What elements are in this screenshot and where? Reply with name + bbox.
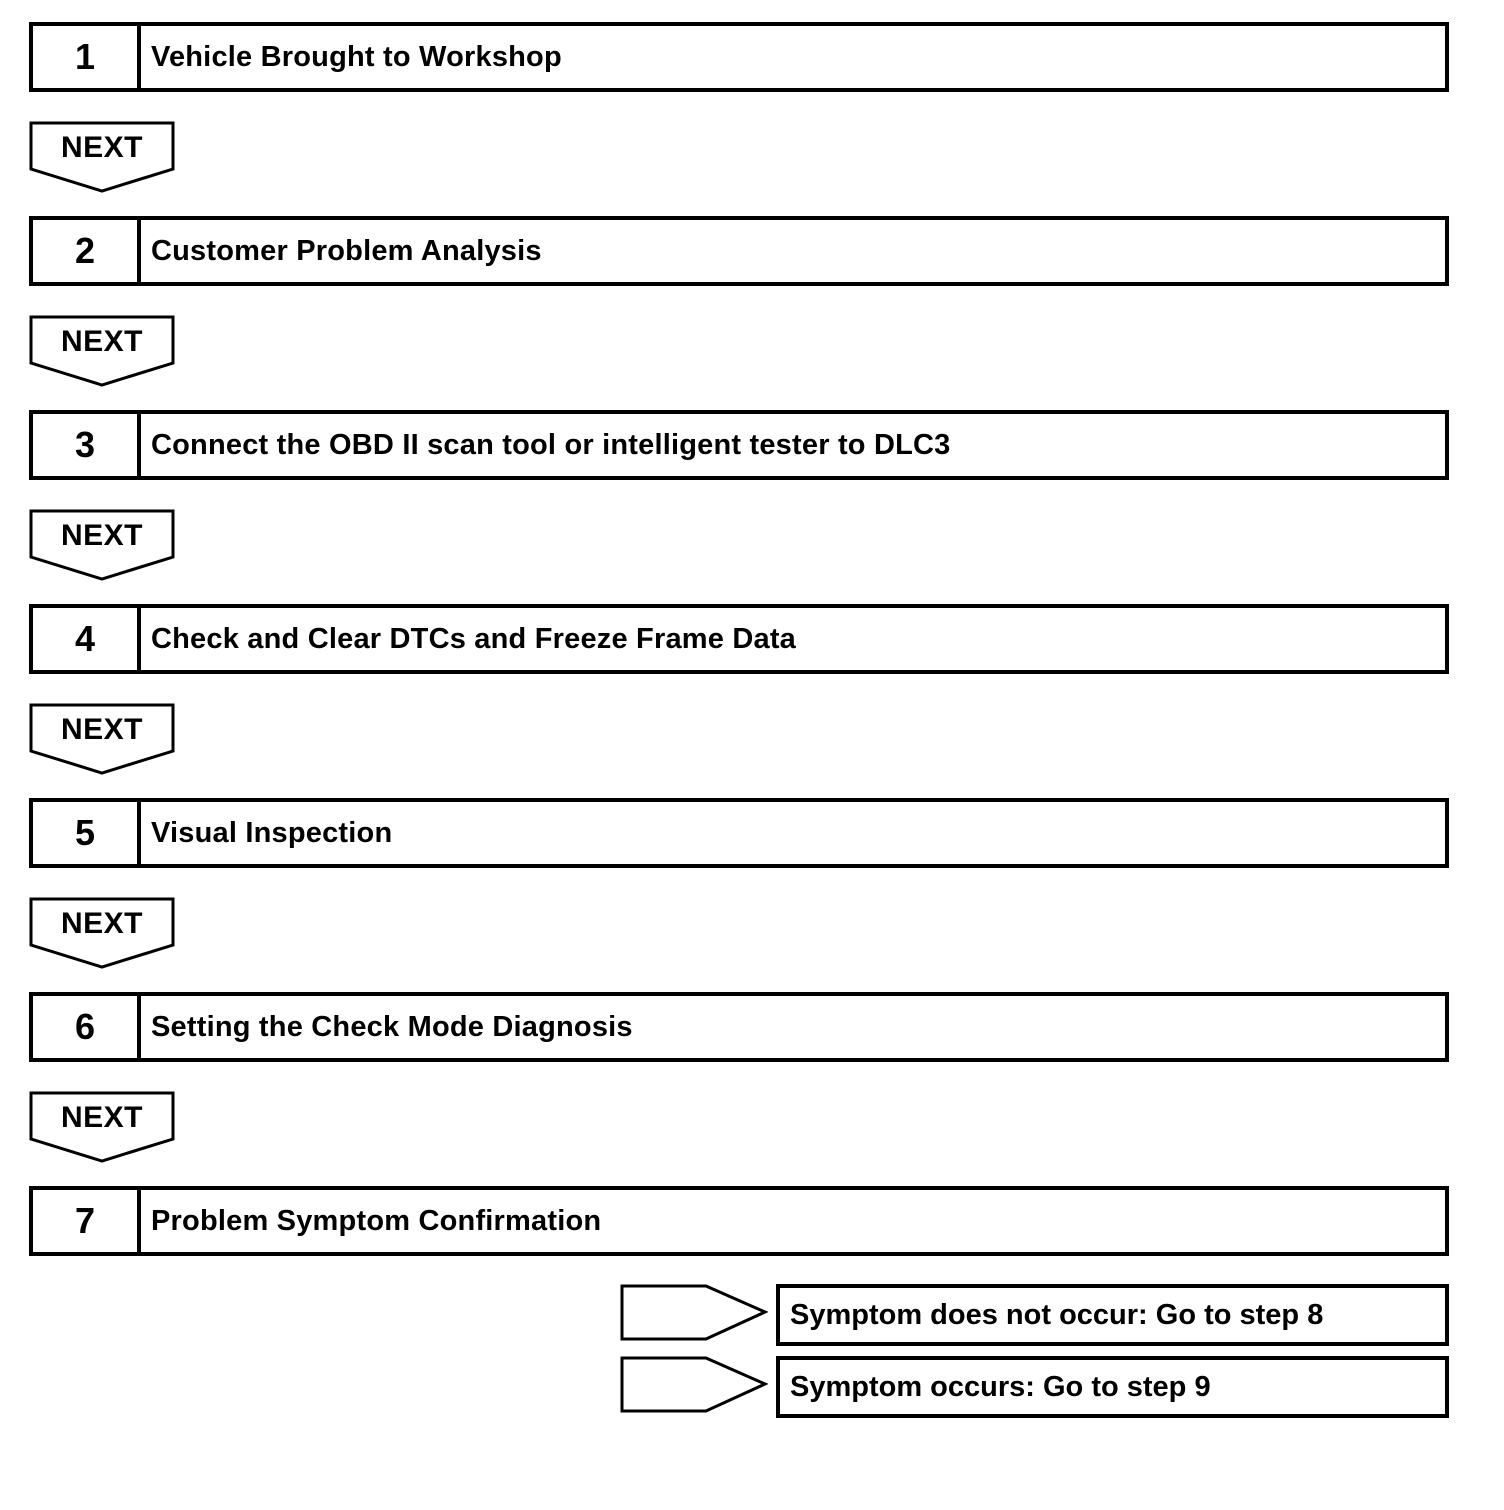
step-4-box xyxy=(29,604,1449,674)
branch-arrow-icon xyxy=(620,1356,768,1414)
step-number: 3 xyxy=(33,414,141,476)
step-3-box xyxy=(29,410,1449,480)
step-1-box xyxy=(29,22,1449,92)
step-number: 7 xyxy=(33,1190,141,1252)
next-label: NEXT xyxy=(60,713,143,746)
step-2-box xyxy=(29,216,1449,286)
step-label: Visual Inspection xyxy=(151,816,393,849)
next-arrow-5 xyxy=(29,897,175,969)
step-number: 1 xyxy=(33,26,141,88)
step-label: Customer Problem Analysis xyxy=(151,234,542,267)
step-5-box xyxy=(29,798,1449,868)
branch-arrow-icon xyxy=(620,1284,768,1342)
step-number: 5 xyxy=(33,802,141,864)
next-label: NEXT xyxy=(60,131,143,164)
next-arrow-6 xyxy=(29,1091,175,1163)
step-6-box xyxy=(29,992,1449,1062)
step-number: 6 xyxy=(33,996,141,1058)
step-label: Setting the Check Mode Diagnosis xyxy=(151,1010,633,1043)
step-7-box xyxy=(29,1186,1449,1256)
step-label: Check and Clear DTCs and Freeze Frame Data xyxy=(151,622,797,655)
step-label: Problem Symptom Confirmation xyxy=(151,1204,602,1237)
branch-symptom-not-occur: Symptom does not occur: Go to step 8 xyxy=(776,1284,1449,1346)
step-number: 4 xyxy=(33,608,141,670)
branch-symptom-occurs: Symptom occurs: Go to step 9 xyxy=(776,1356,1449,1418)
next-label: NEXT xyxy=(60,325,143,358)
next-label: NEXT xyxy=(60,519,143,552)
step-number: 2 xyxy=(33,220,141,282)
next-arrow-4 xyxy=(29,703,175,775)
step-label: Connect the OBD II scan tool or intelligent tester to DLC3 xyxy=(151,428,951,461)
next-arrow-2 xyxy=(29,315,175,387)
next-label: NEXT xyxy=(60,907,143,940)
next-arrow-1 xyxy=(29,121,175,193)
next-label: NEXT xyxy=(60,1101,143,1134)
step-label: Vehicle Brought to Workshop xyxy=(151,40,562,73)
next-arrow-3 xyxy=(29,509,175,581)
